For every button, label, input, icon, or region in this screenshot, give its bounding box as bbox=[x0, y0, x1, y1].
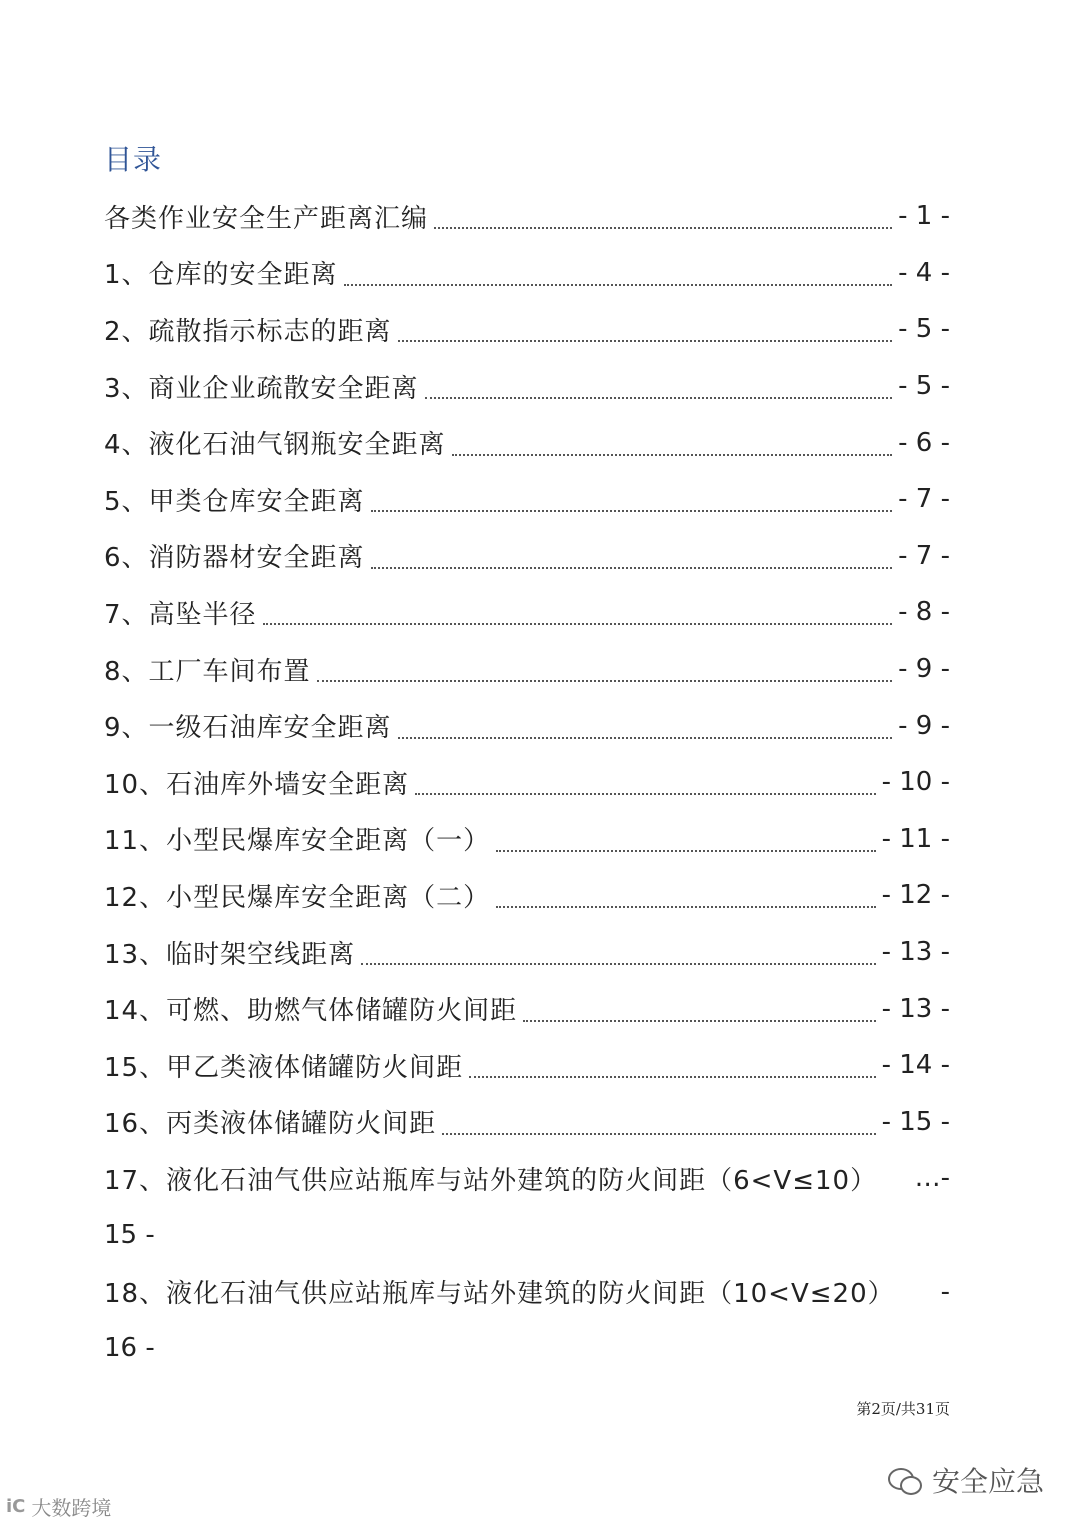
toc-entry-page: - 8 - bbox=[898, 597, 950, 628]
watermark-right bbox=[888, 1460, 1044, 1500]
toc-leader-dots bbox=[469, 1076, 876, 1078]
toc-leader-dots bbox=[344, 284, 893, 286]
toc-entry[interactable] bbox=[104, 358, 950, 415]
toc-entry-label: 8、工厂车间布置 bbox=[104, 656, 311, 687]
toc-leader-dots bbox=[425, 397, 893, 399]
toc-entry-label: 15、甲乙类液体储罐防火间距 bbox=[104, 1052, 464, 1083]
toc-leader-dots bbox=[398, 737, 893, 739]
toc-leader-dots bbox=[496, 906, 876, 908]
toc-entry-page: - 5 - bbox=[898, 371, 950, 402]
toc-leader-dots bbox=[398, 340, 893, 342]
toc-entry-page: - 14 - bbox=[881, 1050, 950, 1081]
toc-entry-label: 各类作业安全生产距离汇编 bbox=[104, 203, 429, 234]
watermark-right-text: 安全应急 bbox=[931, 1465, 1044, 1498]
toc-entry-page: - 9 - bbox=[898, 710, 950, 741]
toc-entry-page: - 7 - bbox=[898, 484, 950, 515]
toc-entry[interactable] bbox=[104, 641, 950, 698]
toc-entry-page: - 6 - bbox=[898, 427, 950, 458]
toc-entry-label: 4、液化石油气钢瓶安全距离 bbox=[104, 430, 446, 461]
toc-entry[interactable] bbox=[104, 697, 950, 754]
toc-entry[interactable] bbox=[104, 924, 950, 981]
toc-entry-page: - 11 - bbox=[881, 823, 950, 854]
toc-title: 目录 bbox=[104, 143, 163, 176]
toc-entry[interactable] bbox=[104, 414, 950, 471]
toc-entry-page: - 12 - bbox=[881, 880, 950, 911]
toc-entry-label: 2、疏散指示标志的距离 bbox=[104, 316, 392, 347]
toc-entry-label: 13、临时架空线距离 bbox=[104, 939, 356, 970]
toc-entry-label: 1、仓库的安全距离 bbox=[104, 260, 338, 291]
toc-entry[interactable] bbox=[104, 584, 950, 641]
toc-entry[interactable] bbox=[104, 980, 950, 1037]
toc-entry-page: - 4 - bbox=[898, 257, 950, 288]
toc-entry[interactable] bbox=[104, 811, 950, 868]
toc-entry-page: 15 - bbox=[104, 1219, 155, 1250]
wechat-icon bbox=[888, 1466, 922, 1494]
toc-entry-page: - 1 - bbox=[898, 201, 950, 232]
toc-leader-dots bbox=[452, 454, 893, 456]
toc-entry[interactable] bbox=[104, 1037, 950, 1094]
toc-leader-dots bbox=[371, 567, 893, 569]
toc-entry-page: - 15 - bbox=[881, 1106, 950, 1137]
toc-entry-label: 5、甲类仓库安全距离 bbox=[104, 486, 365, 517]
toc-entry[interactable] bbox=[104, 471, 950, 528]
toc-entry-label: 10、石油库外墙安全距离 bbox=[104, 769, 410, 800]
toc-leader-dots bbox=[415, 793, 876, 795]
toc-entry-tail: - bbox=[940, 1276, 950, 1307]
toc-entry[interactable] bbox=[104, 301, 950, 358]
toc-entry-label: 11、小型民爆库安全距离（一） bbox=[104, 826, 491, 857]
toc-entry-page: - 9 - bbox=[898, 654, 950, 685]
toc-list bbox=[104, 188, 950, 1376]
watermark-left bbox=[6, 1492, 111, 1521]
toc-leader-dots bbox=[442, 1133, 876, 1135]
toc-leader-dots bbox=[523, 1020, 876, 1022]
toc-entry-tail: …- bbox=[914, 1163, 950, 1194]
toc-entry-label: 17、液化石油气供应站瓶库与站外建筑的防火间距（6<V≤10） bbox=[104, 1165, 878, 1196]
toc-entry-label: 16、丙类液体储罐防火间距 bbox=[104, 1109, 437, 1140]
toc-entry[interactable] bbox=[104, 528, 950, 585]
toc-entry-page: - 10 - bbox=[881, 767, 950, 798]
page-indicator: 第2页/共31页 bbox=[856, 1400, 950, 1418]
toc-entry-label: 7、高坠半径 bbox=[104, 599, 257, 630]
toc-leader-dots bbox=[371, 510, 893, 512]
toc-entry-wrapped[interactable] bbox=[104, 1150, 950, 1263]
toc-entry-page: - 7 - bbox=[898, 540, 950, 571]
toc-entry[interactable] bbox=[104, 1094, 950, 1151]
toc-entry-page: - 13 - bbox=[881, 993, 950, 1024]
toc-leader-dots bbox=[263, 623, 893, 625]
toc-entry[interactable] bbox=[104, 754, 950, 811]
toc-entry-label: 9、一级石油库安全距离 bbox=[104, 713, 392, 744]
toc-entry-label: 18、液化石油气供应站瓶库与站外建筑的防火间距（10<V≤20） bbox=[104, 1279, 895, 1310]
watermark-left-text: 大数跨境 bbox=[31, 1496, 112, 1520]
toc-entry-page: 16 - bbox=[104, 1333, 155, 1364]
watermark-logo-icon: iC bbox=[6, 1496, 26, 1517]
toc-entry[interactable] bbox=[104, 245, 950, 302]
toc-entry-wrapped[interactable] bbox=[104, 1263, 950, 1376]
toc-entry[interactable] bbox=[104, 188, 950, 245]
toc-entry-label: 14、可燃、助燃气体储罐防火间距 bbox=[104, 996, 518, 1027]
toc-entry-label: 3、商业企业疏散安全距离 bbox=[104, 373, 419, 404]
toc-leader-dots bbox=[317, 680, 893, 682]
toc-entry-label: 12、小型民爆库安全距离（二） bbox=[104, 882, 491, 913]
toc-leader-dots bbox=[361, 963, 876, 965]
toc-leader-dots bbox=[434, 227, 892, 229]
toc-entry[interactable] bbox=[104, 867, 950, 924]
toc-leader-dots bbox=[496, 850, 876, 852]
toc-entry-page: - 13 - bbox=[881, 937, 950, 968]
toc-entry-page: - 5 - bbox=[898, 314, 950, 345]
toc-entry-label: 6、消防器材安全距离 bbox=[104, 543, 365, 574]
